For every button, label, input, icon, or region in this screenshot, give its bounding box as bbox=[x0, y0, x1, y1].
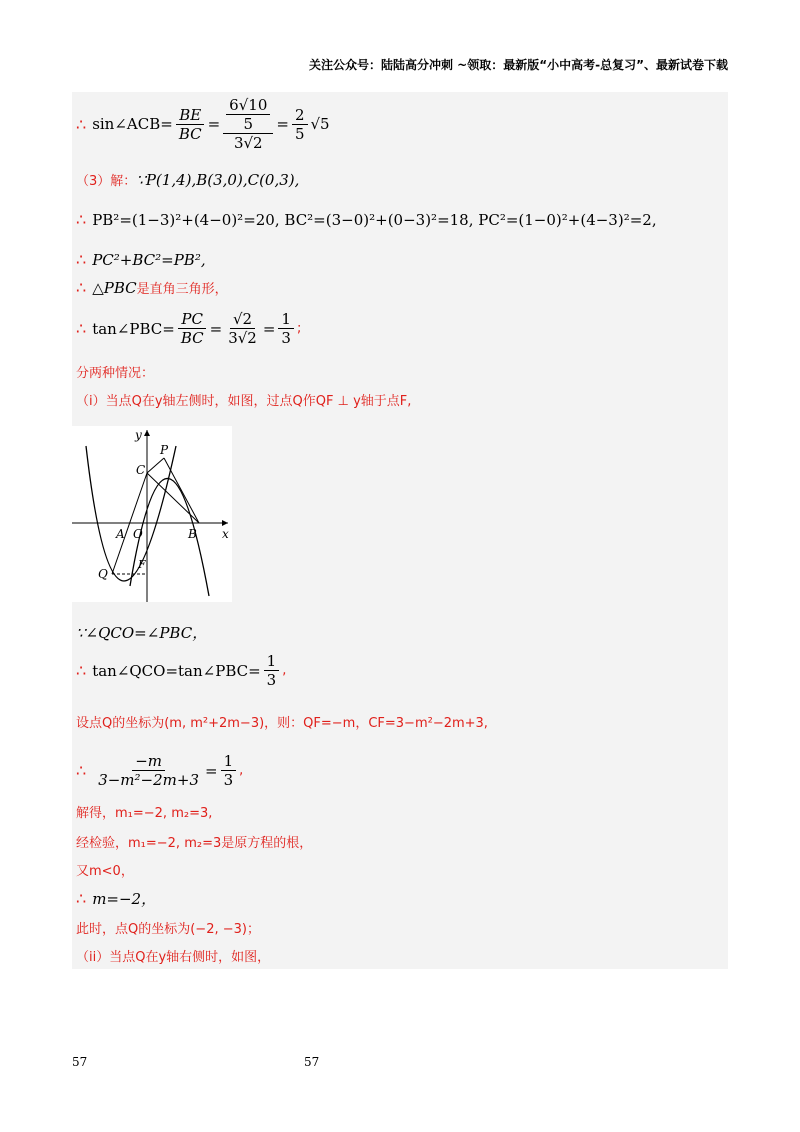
line-solve: 解得，m₁=−2, m₂=3, bbox=[76, 806, 213, 821]
line-q-coordinate: 此时，点Q的坐标为(−2, −3)； bbox=[76, 922, 260, 937]
line-check: 经检验，m₁=−2, m₂=3是原方程的根， bbox=[76, 836, 313, 851]
label-b: B bbox=[188, 527, 197, 541]
line-angle-equal: ∵∠QCO=∠PBC， bbox=[76, 624, 208, 642]
line-case-ii: （ii）当点Q在y轴右侧时，如图， bbox=[76, 950, 271, 965]
graph-svg bbox=[72, 426, 232, 602]
label-f: F bbox=[138, 558, 146, 571]
line-pythagoras: ∴ PC²+BC²=PB², bbox=[76, 250, 206, 269]
x-axis-arrow bbox=[222, 520, 228, 526]
line-part3-given: （3）解： ∵P(1,4),B(3,0),C(0,3), bbox=[76, 170, 300, 189]
line-two-cases: 分两种情况： bbox=[76, 366, 155, 381]
line-set-q: 设点Q的坐标为(m, m²+2m−3)，则：QF=−m，CF=3−m²−2m+3, bbox=[76, 716, 488, 731]
label-c: C bbox=[136, 463, 146, 477]
sin-prefix: sin∠ACB= bbox=[92, 115, 173, 133]
fraction-be-bc: $\frac{BE}{BC}$ bbox=[176, 106, 205, 143]
fraction-two-fifths: $\frac{2}{5}$ bbox=[292, 106, 308, 143]
line-tan-qco: ∴ tan∠QCO=tan∠PBC= $\frac{1}{3}$ , bbox=[76, 652, 287, 689]
fraction-nested: $\frac{\frac{6√10}{5}}{3√2}$ bbox=[223, 96, 273, 152]
upward-parabola bbox=[86, 446, 176, 581]
function-graph bbox=[72, 426, 232, 602]
label-a: A bbox=[116, 527, 125, 541]
line-right-triangle: ∴ △PBC 是直角三角形， bbox=[76, 278, 228, 297]
footer-page-center: 57 bbox=[304, 1055, 320, 1069]
page-header: 关注公众号：陆陆高分冲刺 ~领取：最新版“小中高考-总复习”、最新试卷下载 bbox=[309, 58, 728, 72]
line-case-i: （i）当点Q在y轴左侧时，如图，过点Q作QF ⊥ y轴于点F, bbox=[76, 394, 412, 409]
label-p: P bbox=[160, 443, 169, 457]
label-o: O bbox=[133, 527, 143, 541]
label-q: Q bbox=[98, 567, 108, 581]
line-distances: ∴ PB²=(1−3)²+(4−0)²=20, BC²=(3−0)²+(0−3)²=18, PC²=(1−0)²+(4−3)²=2, bbox=[76, 210, 657, 229]
line-m-value: ∴ m=−2， bbox=[76, 889, 157, 908]
line-sin-acb: ∴ sin∠ACB= $\frac{BE}{BC}$ = $\frac{\frac{6√10}{5}}{3√2}$ = $\frac{2}{5}$ √5 bbox=[76, 96, 330, 152]
line-equation: ∴ $\frac{-m}{\text{3−m²−2m+3}}$ = $\frac{1}{3}$ , bbox=[76, 752, 244, 789]
segment-pb bbox=[164, 458, 199, 523]
line-tan-pbc: ∴ tan∠PBC= $\frac{PC}{BC}$ = $\frac{√2}{3√2}$ = $\frac{1}{3}$ ; bbox=[76, 310, 302, 347]
footer-page-left: 57 bbox=[72, 1055, 88, 1069]
y-axis-arrow bbox=[144, 430, 150, 436]
line-m-negative: 又m<0， bbox=[76, 864, 134, 879]
label-x: x bbox=[222, 527, 229, 541]
therefore-symbol: ∴ bbox=[76, 114, 87, 134]
solution-panel bbox=[72, 92, 728, 969]
segment-pc bbox=[147, 458, 164, 473]
label-y: y bbox=[135, 428, 142, 442]
